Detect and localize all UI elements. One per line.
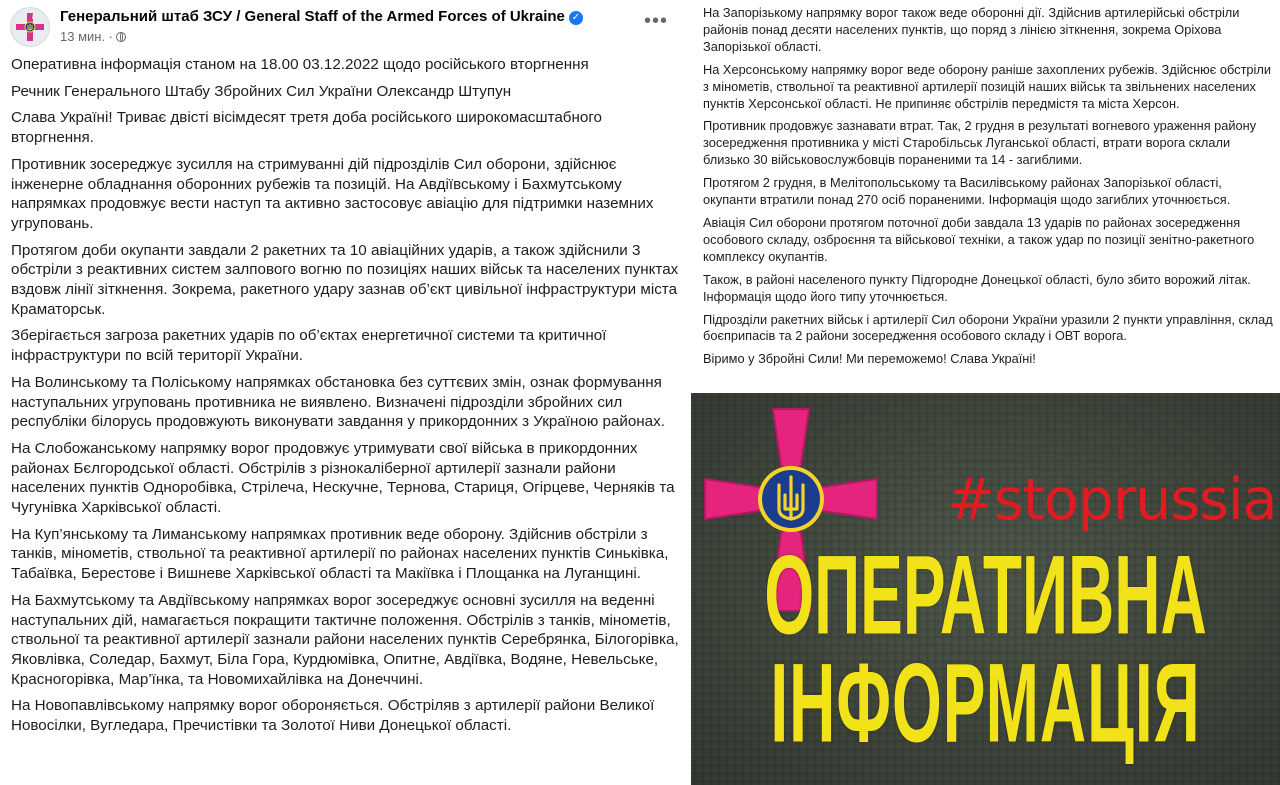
post-paragraph: На Слобожанському напрямку ворог продовжує утримувати свої війська в прикордонних районах Бєлгородської області. Обстрілів з різнокаліберної артилерії зазнали райони населених пунктів Одноробівка, Стрілеча, Нескучне, Тернова, Стариця, Огірцеве, Черняків та Чугунівка Харківської області. (11, 439, 675, 517)
globe-icon (116, 32, 126, 42)
post-paragraph: На Волинському та Поліському напрямках обстановка без суттєвих змін, ознак формування наступальних угруповань противника не виявлено. Визначені підрозділи збройних сил республіки білорусь продовжують виконувати завдання у прикордонних з Україною районах. (11, 373, 665, 431)
continuation-paragraph: Авіація Сил оборони протягом поточної доби завдала 13 ударів по районах зосередження особового складу, озброєння та військової техніки, а також удар по позиції зенітно-ракетного комплексу окупантів. (703, 214, 1255, 264)
post-body (11, 55, 683, 743)
banner-title-line-2: ІНФОРМАЦІЯ (770, 640, 1201, 766)
post-paragraph: На Новопавлівському напрямку ворог обороняється. Обстріляв з артилерії райони Великої Новосілки, Вугледара, Пречистівки та Золотої Ниви Донецької області. (11, 697, 655, 735)
post-paragraph: Слава Україні! Триває двісті вісімдесят третя доба російського широкомасштабного вторгнення. (11, 109, 602, 147)
post-paragraph: На Бахмутському та Авдіївському напрямках ворог зосереджує основні зусилля на веденні наступальних дій, намагається покращити тактичне положення. Обстрілів з танків, мінометів, ствольної та реактивної артилерії зазнали райони населених пунктів Серебрянка, Білогорівка, Яковлівка, Соледар, Бахмут, Біла Гора, Курдюмівка, Опитне, Авдіївка, Водяне, Невельське, Красногорівка, Мар’їнка, та Новомихайлівка на Донеччині. (11, 591, 679, 688)
post-meta (60, 29, 126, 44)
post-paragraph: На Куп’янському та Лиманському напрямках противник веде оборону. Здійснив обстріли з танків, мінометів, ствольної та реактивної артилерії по районах населених пунктів Синьківка, Табаївка, Берестове і Вишневе Харківської області та Макіївка і Площанка на Луганщині. (11, 525, 669, 583)
continuation-paragraph: Підрозділи ракетних військ і артилерії Сил оборони України уразили 2 пункти управління, склад боєприпасів та 2 райони зосередження особового складу і ОВТ ворога. (703, 311, 1273, 344)
post-author-name[interactable]: Генеральний штаб ЗСУ / General Staff of the Armed Forces of Ukraine (60, 8, 565, 25)
continuation-paragraph: Віримо у Збройні Сили! Ми переможемо! Слава Україні! (703, 351, 1036, 367)
continuation-paragraph: Протягом 2 грудня, в Мелітопольському та Василівському районах Запорізької області, окупанти втратили понад 270 осіб пораненими. Інформація щодо загиблих уточнюється. (703, 175, 1231, 208)
continuation-body (703, 5, 1275, 374)
post-paragraph: Речник Генерального Штабу Збройних Сил України Олександр Штупун (11, 82, 512, 100)
continuation-paragraph: Також, в районі населеного пункту Підгородне Донецької області, було збито ворожий літак. Інформація щодо його типу уточнюється. (703, 271, 1251, 304)
hashtag-stoprussia: #stoprussia (947, 467, 1277, 533)
post-paragraph: Оперативна інформація станом на 18.00 03.12.2022 щодо російського вторгнення (11, 56, 589, 73)
avatar[interactable] (10, 7, 50, 47)
continuation-paragraph: Противник продовжує зазнавати втрат. Так, 2 грудня в результаті вогневого ураження району зосередження противника у місті Старобільськ Луганської області, втрати ворога склали близько 30 військовослужбовців пораненими та 14 - загиблими. (703, 118, 1257, 168)
continuation-paragraph: На Херсонському напрямку ворог веде оборону раніше захоплених рубежів. Здійснює обстріли з мінометів, ствольної та реактивної артилерії позицій наших військ та звільнених населених пунктів Херсонської області. Не припиняє обстрілів передмістя та міста Херсон. (703, 61, 1271, 111)
more-options-icon[interactable]: ••• (643, 10, 668, 32)
operational-info-banner[interactable] (691, 393, 1280, 785)
post-paragraph: Протягом доби окупанти завдали 2 ракетних та 10 авіаційних ударів, а також здійснили 3 обстріли з реактивних систем залпового вогню по позиціях наших військ та населених пунктах вздовж лінії зіткнення. Зокрема, ракетного удару зазнав об’єкт цивільної інфраструктури міста Краматорськ. (11, 241, 679, 318)
post-continuation (691, 0, 1280, 390)
avatar-emblem-icon (15, 12, 45, 42)
post-header (10, 5, 680, 47)
post-paragraph: Зберігається загроза ракетних ударів по об’єктах енергетичної системи та критичної інфраструктури по всій території України. (11, 327, 607, 365)
verified-badge-icon: ✓ (569, 11, 583, 25)
post-time[interactable]: 13 мин. · (60, 29, 114, 44)
post-paragraph: Противник зосереджує зусилля на стримуванні дій підрозділів Сил оборони, здійснює інженерне обладнання оборонних рубежів та позицій. На Авдіївському і Бахмутському напрямках продовжує вести наступ та активно застосовує авіацію для підтримки наземних угруповань. (11, 155, 654, 232)
banner-title-line-1: ОПЕРАТИВНА (764, 532, 1207, 658)
post-author[interactable] (60, 8, 583, 25)
continuation-paragraph: На Запорізькому напрямку ворог також веде оборонні дії. Здійснив артилерійські обстріли районів понад десяти населених пунктів, що поряд з лінією зіткнення, зокрема Оріхова Запорізької області. (703, 5, 1240, 54)
